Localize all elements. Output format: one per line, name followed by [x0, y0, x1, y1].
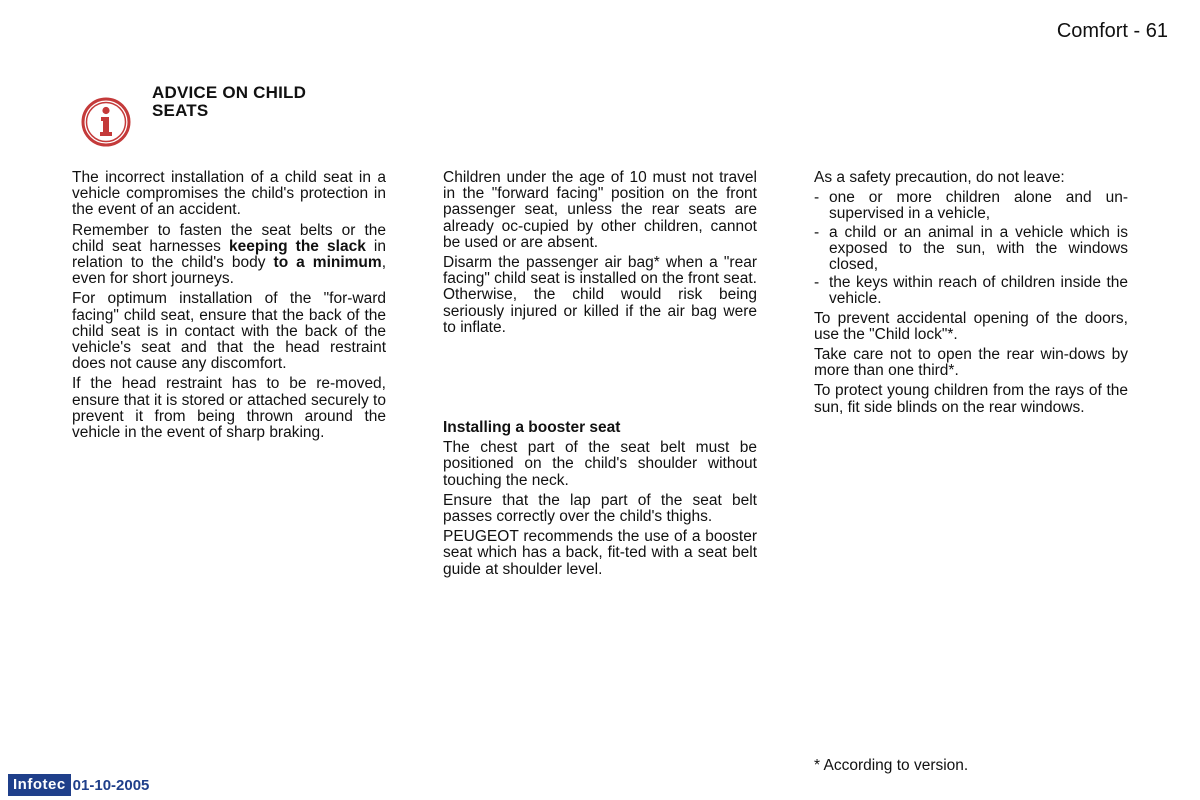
paragraph: The incorrect installation of a child seat in a vehicle compromises the child's protection in the event of an accident.: [72, 169, 386, 219]
list-item: - one or more children alone and un-supervised in a vehicle,: [814, 190, 1128, 222]
footer: [8, 774, 149, 796]
paragraph-seat-belts: [72, 223, 386, 288]
text-column-1: [72, 170, 386, 445]
brand-logo: Infotec: [8, 774, 71, 796]
paragraph: The chest part of the seat belt must be positioned on the child's shoulder without touching the neck.: [443, 439, 757, 489]
footer-date: 01-10-2005: [72, 776, 150, 794]
subheading-booster-seat: Installing a booster seat: [443, 419, 621, 437]
text-column-3: [814, 170, 1128, 420]
list-item: - the keys within reach of children inside the vehicle.: [814, 275, 1128, 307]
section-title-line-2: SEATS: [152, 101, 209, 120]
paragraph: For optimum installation of the "for-ward facing" child seat, ensure that the back of the child seat is in contact with the back of the vehicle's seat and that the head restraint does not cause any discomfort.: [72, 290, 386, 373]
paragraph: Take care not to open the rear win-dows by more than one third*.: [814, 346, 1128, 380]
paragraph: To prevent accidental opening of the doors, use the "Child lock"*.: [814, 309, 1128, 343]
text-column-2: [443, 170, 757, 582]
footnote: * According to version.: [814, 757, 969, 774]
bullet-list: [814, 190, 1128, 307]
paragraph: As a safety precaution, do not leave:: [814, 169, 1065, 186]
emphasis-text: keeping the slack: [229, 237, 366, 255]
info-icon: [80, 96, 132, 148]
list-item: - a child or an animal in a vehicle which is exposed to the sun, with the windows closed,: [814, 225, 1128, 274]
paragraph: If the head restraint has to be re-moved, ensure that it is stored or attached securely to prevent it from being thrown around the vehicle in the event of sharp braking.: [72, 375, 386, 442]
paragraph: To protect young children from the rays of the sun, fit side blinds on the rear windows.: [814, 382, 1128, 416]
paragraph: Children under the age of 10 must not travel in the "forward facing" position on the front passenger seat, unless the rear seats are already oc-cupied by other children, cannot be used or are absent.: [443, 169, 757, 251]
text-run: Remember to fasten the seat belts or the child seat harnesses: [72, 221, 386, 255]
paragraph: Ensure that the lap part of the seat belt passes correctly over the child's thighs.: [443, 491, 757, 526]
section-title-line-1: ADVICE ON CHILD: [152, 83, 307, 102]
section-title: [152, 84, 412, 120]
emphasis-text: to a minimum: [273, 254, 382, 272]
paragraph: Disarm the passenger air bag* when a "rear facing" child seat is installed on the front seat. Otherwise, the child would risk being seriously injured or killed if the air bag were to inflate.: [443, 254, 757, 336]
page-header: Comfort - 61: [1056, 20, 1168, 42]
paragraph: PEUGEOT recommends the use of a booster seat which has a back, fit-ted with a seat belt guide at shoulder level.: [443, 528, 757, 578]
text-run: , even for short journeys.: [72, 254, 386, 288]
text-run: in relation to the child's body: [72, 237, 386, 272]
